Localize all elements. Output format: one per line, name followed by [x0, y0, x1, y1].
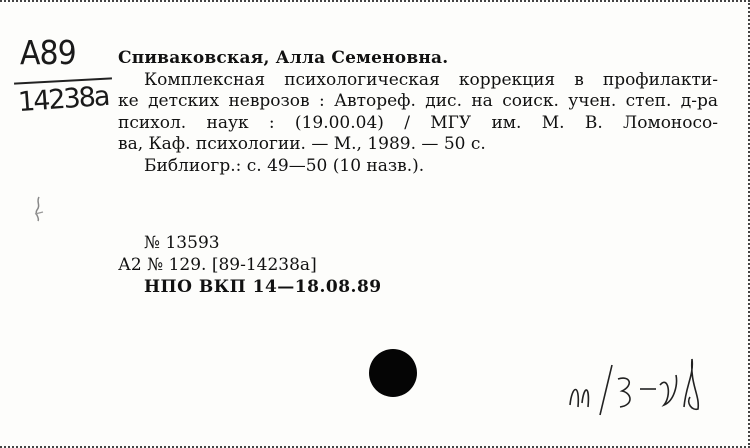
registry-npo: НПО ВКП 14—18.08.89: [144, 277, 382, 297]
title-line-3: психол. наук : (19.00.04) / МГУ им. М. В. Ломоносо-: [118, 112, 718, 133]
shelfmark-bottom: 14238a: [17, 80, 110, 119]
registry-a2: А2 № 129. [89-14238а]: [118, 255, 317, 275]
bibliography-note: Библиогр.: с. 49—50 (10 назв.).: [144, 155, 425, 176]
author-heading: Спиваковская, Алла Семеновна.: [118, 48, 449, 68]
registry-number: № 13593: [144, 233, 220, 253]
title-line-4: ва, Каф. психологии. — М., 1989. — 50 с.: [118, 134, 486, 154]
punch-hole: [369, 349, 417, 397]
pencil-mark-icon: [32, 196, 46, 222]
perforated-bottom-edge: [0, 443, 750, 448]
shelfmark-top: A89: [20, 34, 76, 73]
perforated-right-edge: [745, 0, 750, 448]
handwritten-scribble-mark: [560, 345, 710, 425]
title-line-2: ке детских неврозов : Автореф. дис. на соиск. учен. степ. д-ра: [118, 91, 718, 111]
bibliographic-entry: [118, 48, 718, 177]
perforated-top-edge: [0, 0, 750, 5]
title-line-1: Комплексная психологическая коррекция в профилакти-: [144, 69, 718, 90]
registry-block: [118, 232, 382, 298]
